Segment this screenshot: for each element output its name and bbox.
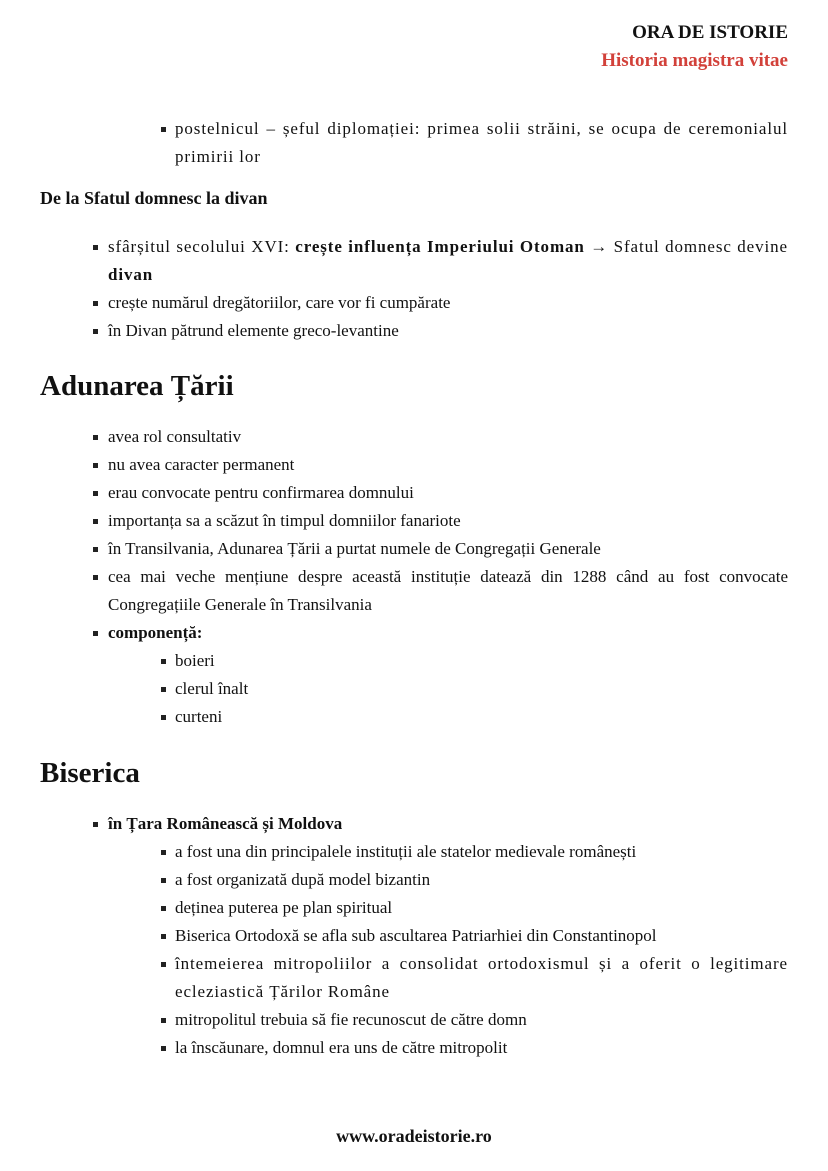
list-item: crește numărul dregătoriilor, care vor fi cumpărate (108, 289, 788, 317)
list-item: mitropolitul trebuia să fie recunoscut de către domn (175, 1006, 788, 1034)
list-item: Biserica Ortodoxă se afla sub ascultarea Patriarhiei din Constantinopol (175, 922, 788, 950)
site-title: ORA DE ISTORIE (632, 22, 788, 43)
list-item: întemeierea mitropoliilor a consolidat ortodoxismul și a oferit o legitimare ecleziastică Țărilor Române (175, 950, 788, 1006)
list-item: curteni (175, 703, 788, 731)
section-heading-divan: De la Sfatul domnesc la divan (40, 188, 268, 208)
list-item: boieri (175, 647, 788, 675)
bold-text: divan (108, 265, 154, 284)
bold-text: crește influența Imperiului Otoman (295, 237, 585, 256)
section-heading-adunarea: Adunarea Țării (40, 370, 234, 402)
list-item: clerul înalt (175, 675, 788, 703)
list-item: importanța sa a scăzut în timpul domniilor fanariote (108, 507, 788, 535)
text: → Sfatul domnesc devine (584, 237, 788, 256)
list-item (108, 233, 788, 289)
site-subtitle: Historia magistra vitae (601, 50, 788, 71)
list-item: nu avea caracter permanent (108, 451, 788, 479)
adunarea-list (0, 423, 828, 731)
intro-list (0, 115, 828, 171)
list-item: deținea puterea pe plan spiritual (175, 894, 788, 922)
list-item: în Divan pătrund elemente greco-levantine (108, 317, 788, 345)
bold-text: în Țara Românească și Moldova (108, 814, 343, 833)
list-item: la înscăunare, domnul era uns de către mitropolit (175, 1034, 788, 1062)
list-item-group (108, 810, 788, 838)
list-item: în Transilvania, Adunarea Țării a purtat numele de Congregații Generale (108, 535, 788, 563)
section-heading-biserica: Biserica (40, 757, 140, 789)
footer-url[interactable]: www.oradeistorie.ro (336, 1126, 492, 1146)
list-item: erau convocate pentru confirmarea domnului (108, 479, 788, 507)
list-item: cea mai veche mențiune despre această instituție datează din 1288 când au fost convocate Congregațiile Generale în Transilvania (108, 563, 788, 619)
list-item: a fost organizată după model bizantin (175, 866, 788, 894)
text: sfârșitul secolului XVI: (108, 237, 296, 256)
bold-text: componență: (108, 623, 203, 642)
list-item-componenta (108, 619, 788, 647)
list-item: postelnicul – șeful diplomației: primea solii străini, se ocupa de ceremonialul primirii lor (175, 115, 788, 171)
divan-list (0, 233, 828, 345)
list-item: a fost una din principalele instituții ale statelor medievale românești (175, 838, 788, 866)
biserica-list (0, 810, 828, 1062)
list-item: avea rol consultativ (108, 423, 788, 451)
